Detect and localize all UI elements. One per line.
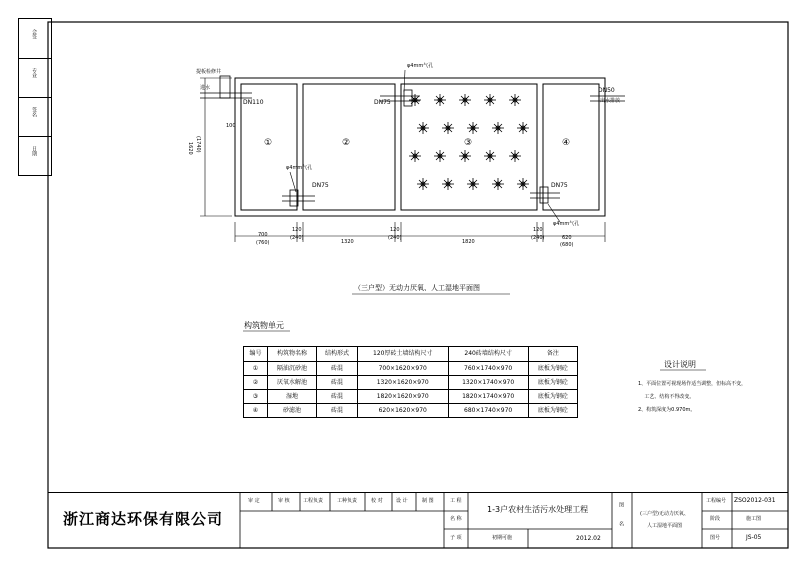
dn50-label: DN50 (598, 87, 615, 94)
table-cell: 砖混 (317, 376, 358, 390)
dim-bottom: (760) (256, 240, 270, 246)
inlet-label: 进水 (200, 85, 211, 91)
subitem-label: 子 项 (450, 535, 462, 541)
plant-symbol (417, 178, 429, 190)
table-header-cell: 构筑物名称 (267, 347, 316, 362)
plant-symbol (509, 94, 521, 106)
dim-bottom: (680) (560, 242, 574, 248)
plant-symbol (434, 94, 446, 106)
dim-top: 120 (292, 227, 302, 233)
structures-table (243, 346, 578, 418)
table-cell: 隔油沉砂池 (267, 362, 316, 376)
notes-item: 工艺、结构不得改变。 (638, 394, 695, 400)
chamber-4-outline (543, 84, 599, 210)
table-cell: ④ (244, 404, 268, 418)
table-cell: 1320×1740×970 (448, 376, 528, 390)
stage-label: 阶段 (710, 516, 721, 522)
figure-name-line2: 人工湿地平面图 (647, 523, 683, 529)
table-cell: ① (244, 362, 268, 376)
project-no-label: 工程编号 (706, 498, 727, 504)
drawing-no-label: 图号 (710, 535, 721, 541)
side-label: 会签 (31, 29, 37, 39)
side-label: 日期 (31, 146, 37, 156)
air-hole-label-right: φ4mm气孔 (553, 221, 580, 227)
project-label: 工 程 (450, 498, 462, 504)
drawing-no: JS-05 (746, 534, 762, 541)
dim-top: 1320 (341, 239, 354, 245)
plant-symbol (509, 150, 521, 162)
plant-symbol (459, 94, 471, 106)
plant-symbol (467, 178, 479, 190)
table-cell: ③ (244, 390, 268, 404)
role-label: 设 计 (396, 498, 408, 504)
table-cell: 湿地 (267, 390, 316, 404)
table-cell: 1820×1620×970 (357, 390, 448, 404)
table-cell: 砖混 (317, 362, 358, 376)
dim-bottom: (240) (290, 235, 304, 241)
table-cell: 砖混 (317, 404, 358, 418)
plant-symbol (442, 122, 454, 134)
dim-100-label: 100 (226, 123, 236, 129)
chamber-4-number: ④ (562, 138, 571, 148)
outlet-label: 出水排放 (600, 98, 621, 104)
chamber-3-number: ③ (464, 138, 473, 148)
plant-symbol (484, 150, 496, 162)
table-cell: 底板为钢砼 (528, 390, 577, 404)
table-row (244, 404, 578, 418)
table-cell: 700×1620×970 (357, 362, 448, 376)
project-no: ZSO2012-031 (734, 497, 776, 504)
table-header-cell: 结构形式 (317, 347, 358, 362)
dn110-label: DN110 (243, 99, 264, 106)
notes-item: 2、构筑深度为0.970m。 (638, 407, 696, 413)
role-label: 校 对 (371, 498, 383, 504)
inlet-well (220, 76, 230, 98)
notes-title: 设计说明 (664, 360, 696, 369)
side-signoff-panel (18, 18, 52, 176)
plant-symbol (484, 94, 496, 106)
plant-symbol (492, 122, 504, 134)
plant-symbol (517, 122, 529, 134)
table-cell: 620×1620×970 (357, 404, 448, 418)
table-cell: 底板为钢砼 (528, 404, 577, 418)
figure-name-line1: (三户型)无动力厌氧、 (640, 511, 689, 517)
dn75-label-upper: DN75 (374, 99, 391, 106)
table-cell: ② (244, 376, 268, 390)
air-hole-label-lower: φ4mm气孔 (286, 165, 313, 171)
company-name: 浙江商达环保有限公司 (63, 510, 224, 528)
table-cell: 底板为钢砼 (528, 362, 577, 376)
side-label: 专业 (31, 68, 37, 78)
chamber-1-number: ① (264, 138, 273, 148)
table-caption: 构筑物单元 (244, 321, 284, 330)
dim-top: 620 (562, 235, 572, 241)
plant-symbol (492, 178, 504, 190)
role-label: 审 核 (278, 498, 290, 504)
table-row (244, 376, 578, 390)
table-header-row (244, 347, 578, 362)
table-cell: 底板为钢砼 (528, 376, 577, 390)
dim-top: 700 (258, 232, 268, 238)
inlet-well-label: 提板检修井 (196, 69, 222, 75)
plant-symbol (459, 150, 471, 162)
dn75-label-right: DN75 (551, 182, 568, 189)
plant-symbol (517, 178, 529, 190)
table-cell: 1320×1620×970 (357, 376, 448, 390)
tank-outer-wall (235, 78, 605, 216)
dim-top: 1820 (462, 239, 475, 245)
drawing-date: 2012.02 (576, 535, 601, 542)
dim-1620-label: 1620 (187, 142, 193, 155)
plant-symbol (442, 178, 454, 190)
dim-top: 120 (533, 227, 543, 233)
table-header-cell: 120厚砖土墙结构尺寸 (357, 347, 448, 362)
table-row (244, 390, 578, 404)
chamber-2-number: ② (342, 138, 351, 148)
table-cell: 680×1740×970 (448, 404, 528, 418)
table-cell: 砂滤池 (267, 404, 316, 418)
table-cell: 760×1740×970 (448, 362, 528, 376)
plant-symbol (434, 150, 446, 162)
dim-bottom: (240) (531, 235, 545, 241)
table-header-cell: 240砖墙结构尺寸 (448, 347, 528, 362)
plant-symbol (417, 122, 429, 134)
notes-item: 1、平面位置可视现场作适当调整，但标高不变， (638, 381, 747, 387)
dn75-label-lower: DN75 (312, 182, 329, 189)
plant-symbol (409, 150, 421, 162)
table-row (244, 362, 578, 376)
figure-label: 图名 (618, 502, 624, 540)
role-label: 制 图 (422, 498, 434, 504)
table-cell: 厌氧水解池 (267, 376, 316, 390)
table-cell: 砖混 (317, 390, 358, 404)
table-header-cell: 备注 (528, 347, 577, 362)
role-label: 工程负责 (303, 498, 324, 504)
air-hole-label-upper: φ4mm气孔 (407, 63, 434, 69)
table-cell: 1820×1740×970 (448, 390, 528, 404)
side-label: 签名 (31, 107, 37, 117)
dim-1740-label: (1740) (195, 136, 201, 153)
plant-symbol (467, 122, 479, 134)
role-label: 审 定 (248, 498, 260, 504)
project-label: 名 称 (450, 516, 462, 522)
dim-bottom: (240) (388, 235, 402, 241)
project-name: 1-3户农村生活污水处理工程 (487, 505, 589, 514)
stage-value: 施工图 (746, 516, 762, 522)
table-header-cell: 编号 (244, 347, 268, 362)
role-label: 工种负责 (337, 498, 358, 504)
dim-top: 120 (390, 227, 400, 233)
plan-title: （三户型）无动力厌氧、人工湿地平面图 (354, 284, 480, 292)
drawing-status: 初期可施 (492, 535, 513, 541)
